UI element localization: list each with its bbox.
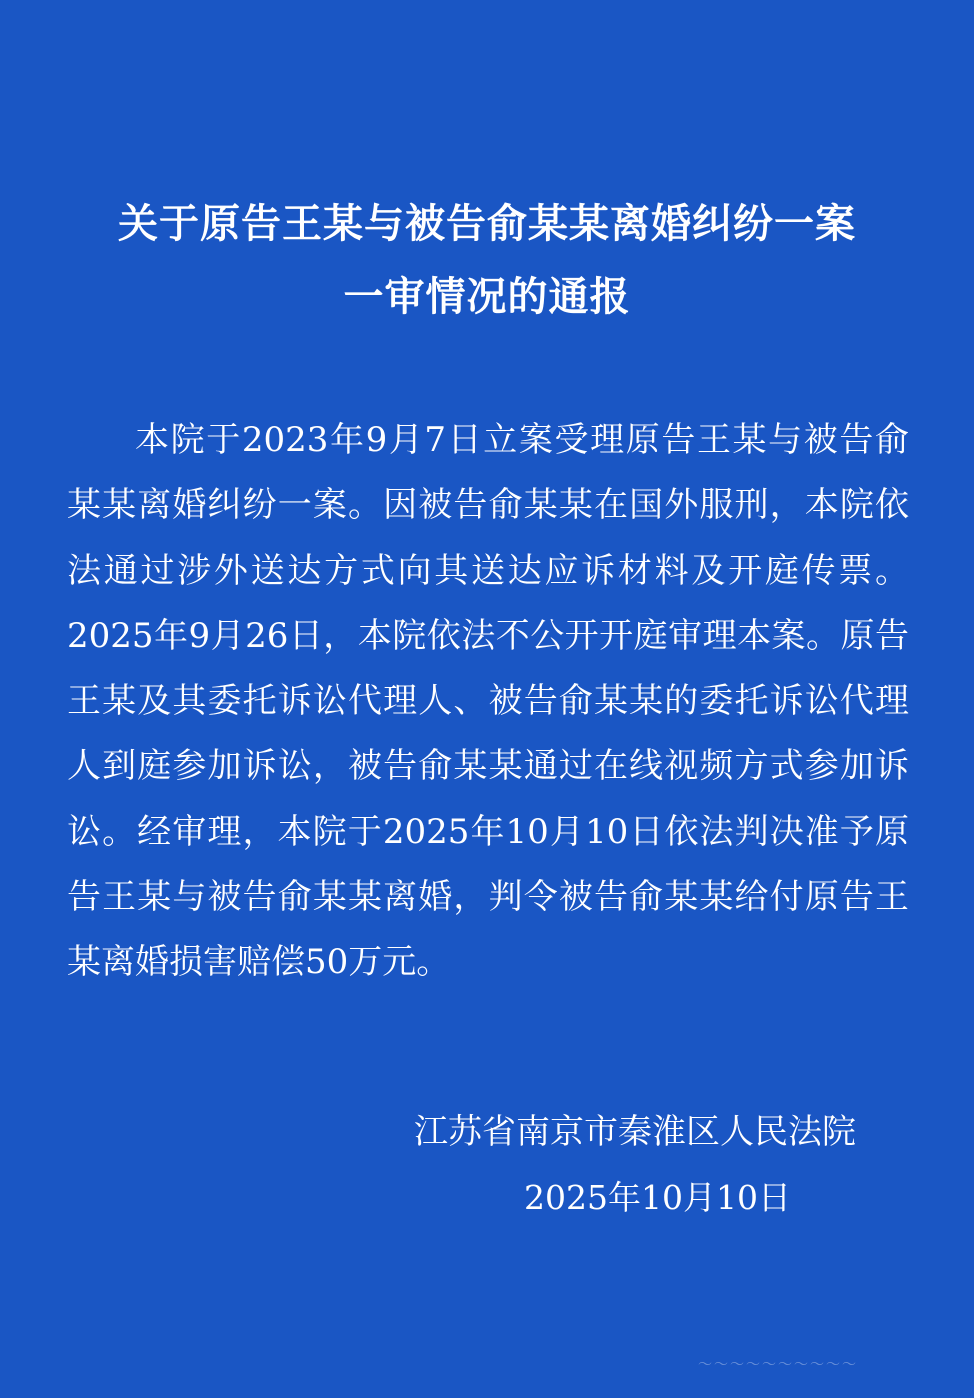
issue-date: 2025年10月10日 — [524, 1178, 791, 1217]
watermark: ～～～～～～～～～～ — [698, 1357, 858, 1373]
notice-body: 本院于2023年9月7日立案受理原告王某与被告俞某某离婚纠纷一案。因被告俞某某在国外服刑，本院依法通过涉外送达方式向其送达应诉材料及开庭传票。2025年9月26日，本院依法不公开开庭审理本案。原告王某及其委托诉讼代理人、被告俞某某的委托诉讼代理人到庭参加诉讼，被告俞某某通过在线视频方式参加诉讼。经审理，本院于2025年10月10日依法判决准予原告王某与被告俞某某离婚，判令被告俞某某给付原告王某离婚损害赔偿50万元。 — [67, 420, 909, 983]
issuing-court: 江苏省南京市秦淮区人民法院 — [414, 1112, 856, 1152]
notice-title-line-2: 一审情况的通报 — [343, 274, 631, 320]
notice-title-line-1: 关于原告王某与被告俞某某离婚纠纷一案 — [118, 201, 856, 247]
